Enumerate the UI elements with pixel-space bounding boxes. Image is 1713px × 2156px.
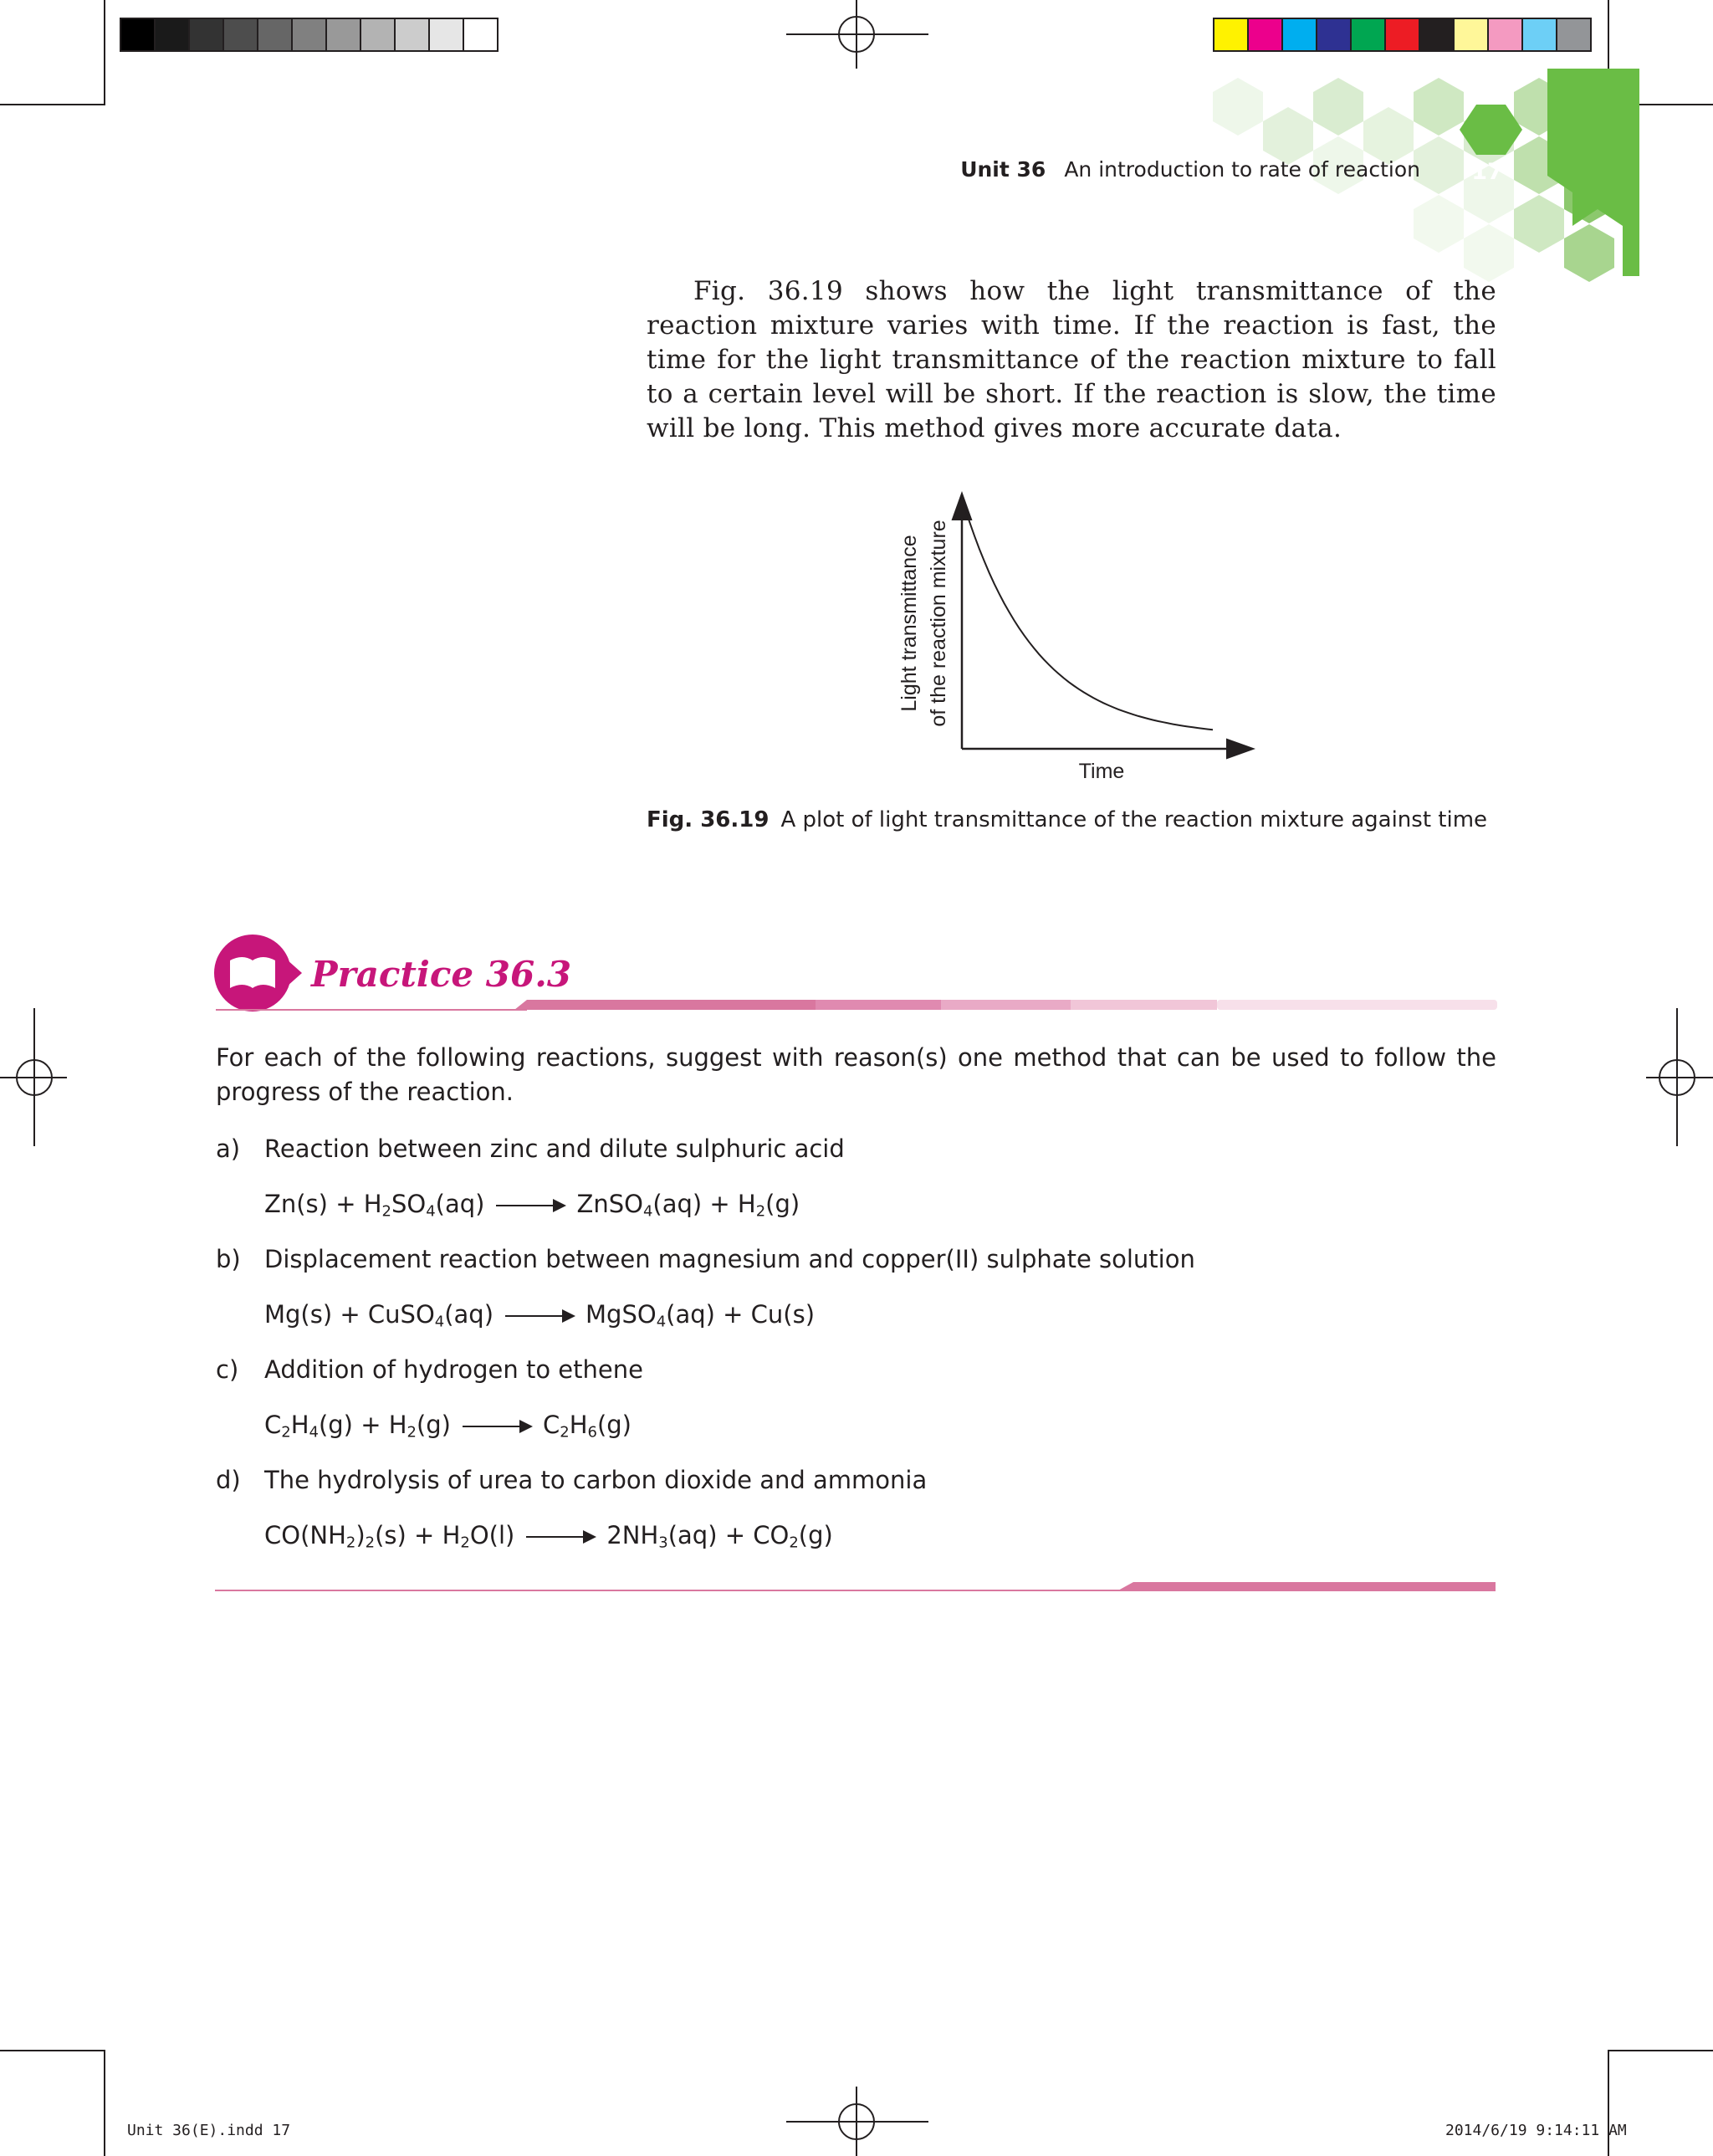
running-header (960, 157, 1420, 182)
equation-a: $Zn(s) + H_2SO_4(aq)$ ZnSO$_4$(aq) + $H_2(g)$ (264, 1190, 800, 1221)
grayscale-bar (120, 18, 499, 52)
unit-title: An introduction to rate of reaction (1064, 157, 1420, 182)
figure-caption (647, 807, 1487, 832)
transmittance-curve (964, 506, 1213, 730)
question-c-text: Addition of hydrogen to ethene (264, 1355, 643, 1384)
reaction-arrow-icon (496, 1205, 565, 1206)
practice-title: Practice 36.3 (311, 954, 572, 995)
practice-header-bar (209, 996, 1501, 1011)
equation-b: Mg(s) + CuSO$_4$(aq) MgSO$_4$(aq) + Cu(s) (264, 1300, 816, 1331)
question-a-label: a) (216, 1134, 241, 1163)
practice-intro: For each of the following reactions, suggest with reason(s) one method that can be used to follow the progress of the reaction. (216, 1043, 1496, 1106)
body-paragraph (647, 274, 1496, 446)
color-bar (1213, 18, 1592, 52)
unit-number: Unit 36 (960, 157, 1046, 182)
equation-d: $CO(NH_2)_2(s) + H_2O(l) 2NH_3(aq) + CO_2(g)$ (264, 1521, 833, 1552)
question-c-label: c) (216, 1355, 239, 1384)
question-b-label: b) (216, 1245, 241, 1273)
figure-caption-text: A plot of light transmittance of the reaction mixture against time (780, 807, 1488, 832)
paragraph-text: Fig. 36.19 shows how the light transmittance of the reaction mixture varies with time. If the reaction is fast, the time for the light transmittance of the reaction mixture to fall to a certain level will be short. If the reaction is slow, the time will be long. This method gives more accurate data. (647, 276, 1496, 443)
transmittance-chart (878, 485, 1263, 795)
y-axis-label-line1: Light transmittance (897, 535, 921, 712)
equation-c: $C_2H_4(g) + H_2(g)$ $C_2H_6(g)$ (264, 1411, 632, 1442)
practice-footer-bar (213, 1577, 1497, 1594)
question-a-text: Reaction between zinc and dilute sulphuric acid (264, 1134, 845, 1163)
slug-timestamp: 2014/6/19 9:14:11 AM (1445, 2122, 1627, 2139)
question-d-text: The hydrolysis of urea to carbon dioxide and ammonia (264, 1466, 928, 1494)
reaction-arrow-icon (505, 1315, 574, 1317)
reaction-arrow-icon (526, 1536, 595, 1538)
slug-file: Unit 36(E).indd 17 (127, 2122, 291, 2139)
reaction-arrow-icon (463, 1426, 531, 1427)
question-d-label: d) (216, 1466, 241, 1494)
figure-number: Fig. 36.19 (647, 807, 770, 832)
page-number: 17 (1471, 159, 1503, 185)
question-b-text: Displacement reaction between magnesium and copper(II) sulphate solution (264, 1245, 1195, 1273)
y-axis-label-line2: of the reaction mixture (927, 520, 950, 727)
x-axis-label: Time (1078, 760, 1125, 783)
